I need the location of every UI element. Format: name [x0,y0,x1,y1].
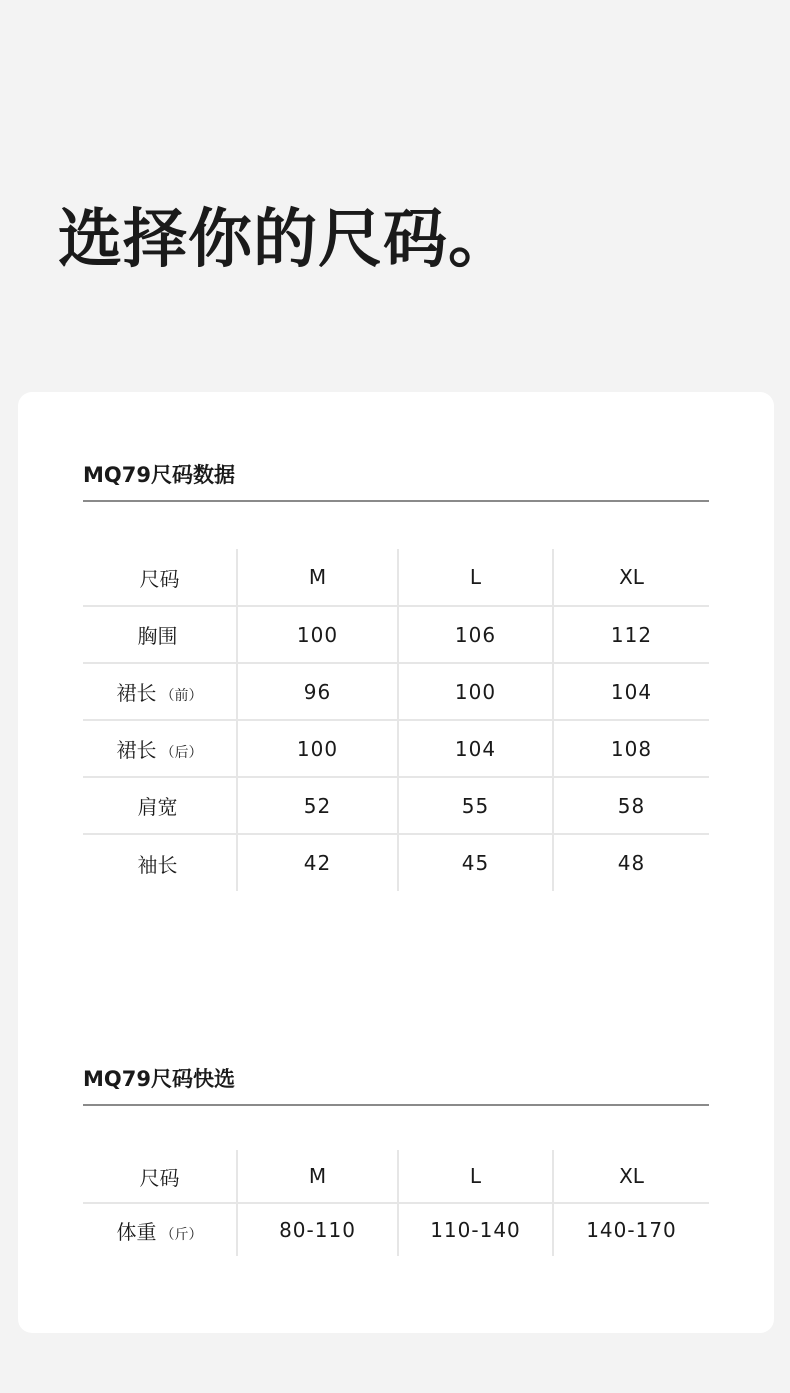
quick-select-title: MQ79尺码快选 [83,1064,709,1106]
table-row [83,1203,709,1256]
cell-value: 48 [617,851,646,875]
cell-value: 45 [398,834,553,891]
quick-select-table [83,1150,709,1256]
row-label-note: （斤） [160,1226,203,1243]
header-size-l: L [398,1150,553,1203]
row-label [83,720,237,777]
row-label [83,777,237,834]
cell-value: 80-110 [237,1203,398,1256]
table-row [83,777,709,834]
row-label [83,834,237,891]
cell-value: 100 [237,720,398,777]
row-label-text: 裙长 [116,681,157,705]
cell-value: 104 [553,663,709,720]
row-label [83,663,237,720]
table-header-row [83,1150,709,1203]
cell-value: 140-170 [586,1218,677,1242]
cell-value: 104 [398,720,553,777]
row-label-text: 裙长 [116,738,157,762]
table-row [83,606,709,663]
cell-value: 55 [398,777,553,834]
page-title: 选择你的尺码。 [58,203,513,277]
header-size-l: L [398,549,553,606]
header-size-m: M [237,549,398,606]
cell-value: 52 [237,777,398,834]
row-label-text: 胸围 [137,624,178,648]
cell-value: 106 [398,606,553,663]
table-row [83,663,709,720]
cell-value: 42 [237,834,398,891]
cell-value: 58 [553,777,709,834]
cell-value: 108 [553,720,709,777]
header-size-xl: XL [553,549,709,606]
size-data-table [83,549,709,891]
header-label: 尺码 [83,549,237,606]
row-label-text: 体重 [116,1219,157,1244]
row-label-text: 袖长 [137,852,178,877]
cell-value: 100 [237,606,398,663]
row-label-text: 肩宽 [137,795,178,819]
cell-value: 96 [237,663,398,720]
cell-value: 112 [553,606,709,663]
row-label [83,1203,237,1256]
table-header-row [83,549,709,606]
row-label-note: （前） [160,688,203,704]
cell-value: 100 [398,663,553,720]
size-data-title: MQ79尺码数据 [83,460,709,502]
row-label [83,606,237,663]
header-size-m: M [237,1150,398,1203]
header-label: 尺码 [83,1150,237,1203]
header-size-xl: XL [553,1150,709,1203]
size-chart-card [18,392,774,1333]
table-row [83,720,709,777]
cell-value: 110-140 [398,1203,553,1256]
row-label-note: （后） [160,745,203,761]
table-row [83,834,709,891]
